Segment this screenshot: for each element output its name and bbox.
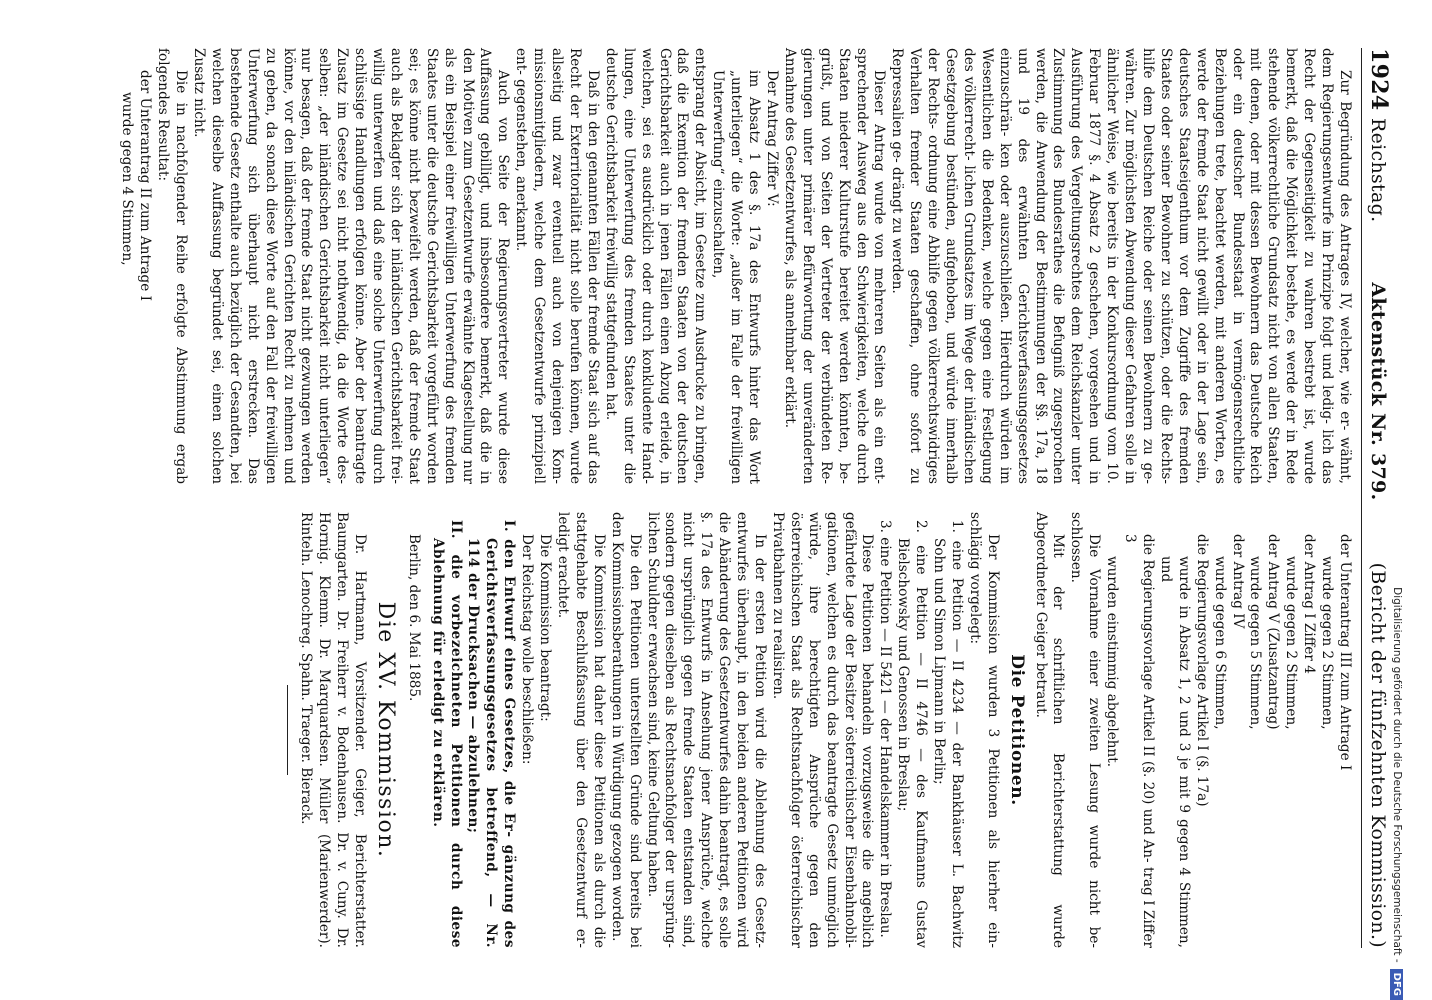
paragraph: In der ersten Petition wird die Ablehnung des Gesetz- entwurfes überhaupt, in den beiden anderen Petitionen wird die Abänderung des Gesetzentwurfes dahin beantragt, es solle §. 17a des Entwurfs in Ansehung jener Ansprüche, welche nicht ursprünglich gegen fremde Staaten entstanden sind, sondern gegen dieselben als Rechtsnachfolger der ursprüng- lichen Schuldner erwachsen sind, keine Geltung haben.	[644, 512, 768, 948]
vote-line: wurde gegen 5 Stimmen,	[1247, 556, 1264, 730]
paragraph: entsprang der Absicht, im Gesetze zum Ausdrucke zu bringen, daß die Exemtion der fremden Staaten von der deutschen Gerichtsbarkeit auch in jenen Fällen einen Abzug erleide, in welchen, sei es ausdrücklich oder durch konkludente Hand- lungen, eine Unterwerfung des fremden Staates unter die deutsche Gerichtsbarkeit freiwillig stattgefunden hat.	[602, 48, 709, 484]
vote-line: wurde gegen 4 Stimmen,	[119, 92, 136, 266]
vote-line: der Antrag IV	[1229, 534, 1246, 629]
motion-item: I. den Entwurf eines Gesetzes, die Er- gänzung des Gerichtsverfassungsgesetzes betreffend, — Nr. 114 der Drucksachen — abzulehnen;	[465, 520, 518, 948]
motion-lead: Der Reichstag wolle beschließen:	[519, 534, 536, 765]
petition-item: 3. eine Petition — II 5421 — der Handelskammer in Breslau.	[877, 520, 894, 938]
digitization-text: Digitalisierung gefördert durch die Deutsche Forschungsgemeinschaft -	[1391, 587, 1403, 963]
vote-line: der Antrag V (Zusatzantrag)	[1265, 534, 1282, 730]
quoted-motion: im Absatz 1 des §. 17a des Entwurfs hinter das Wort „unterliegen“ die Worte: „außer im Falle der freiwilligen Unterwerfung“ einzuschalten,	[710, 70, 763, 484]
vote-line: wurden einstimmig abgelehnt.	[1104, 556, 1121, 768]
right-column	[117, 512, 1353, 948]
vote-line: der Unterantrag II zum Antrage I	[137, 70, 154, 301]
header-bericht: (Bericht der fünfzehnten Kommission.)	[1367, 562, 1389, 948]
text-columns	[117, 48, 1353, 948]
petition-item: 1. eine Petition — II 4234 — der Bankhäuser L. Bachwitz Sohn und Simon Lipmann in Berlin;	[931, 520, 965, 948]
header-aktenstueck: Aktenstück Nr. 379.	[1367, 282, 1389, 501]
paragraph: Dieser Antrag wurde von mehreren Seiten als ein ent- sprechender Ausweg aus den Schwierigkeiten, welche durch Staaten niederer Kulturstufe bereitet werden könnten, be- grüßt, und von Seiten der Vertreter der verbündeten Re- gierungen unter primärer Befürwortung der unveränderten Annahme des Gesetzentwurfes, als annehmbar erklärt.	[781, 48, 888, 484]
paragraph: Auch von Seite der Regierungsvertreter wurde diese Auffassung gebilligt, und insbesondere bemerkt, daß die in den Motiven zum Gesetzentwurfe erwähnte Klagestellung nur als ein Beispiel einer freiwilligen Unterwerfung des fremden Staates unter die deutsche Gerichtsbarkeit vorgeführt worden sei; es könne nicht bezweifelt werden, daß der fremde Staat auch als Beklagter sich der inländischen Gerichtsbarkeit frei- willig unterwerfen und daß eine solche Unterwerfung durch schlüssige Handlungen erfolgen könne. Aber der beantragte Zusatz im Gesetze sei nicht nothwendig, da die Worte des- selben: „der inländischen Gerichtsbarkeit nicht unterliegen“ nur besagen, daß der fremde Staat nicht gezwungen werden könne, vor den inländischen Gerichten Recht zu nehmen und zu geben, da sonach diese Worte auf den Fall der freiwilligen Unterwerfung sich überhaupt nicht erstrecken. Das bestehende Gesetz enthalte auch bezüglich der Gesandten, bei welchen dieselbe Auffassung begründet sei, einen solchen Zusatz nicht.	[191, 48, 512, 484]
paragraph: Mit der schriftlichen Berichterstattung wurde Abgeordneter Geiger betraut.	[1032, 512, 1067, 948]
vote-line: der Unterantrag III zum Antrage I	[1337, 534, 1353, 771]
header-reichstag: Reichstag.	[1367, 118, 1389, 223]
dfg-logo: DFG	[1391, 969, 1404, 1000]
vote-line: der Antrag I Ziffer 4	[1301, 534, 1318, 674]
paragraph: Der Antrag Ziffer V:	[764, 70, 780, 207]
petitions-heading: Die Petitionen.	[1006, 654, 1027, 806]
vote-line: wurde gegen 6 Stimmen,	[1211, 556, 1228, 730]
commission-title: Die XV. Kommission.	[372, 601, 398, 859]
paragraph: Zur Begründung des Antrages IV, welcher, wie er- wähnt, dem Regierungsentwurfe im Prinzipe folgt und ledig- lich das Recht der Gegenseitigkeit zu wahren bestrebt ist, wurde bemerkt, daß die Möglichkeit bestehe, es werde der in Rede stehende völkerrechtliche Grundsatz nicht von allen Staaten, mit denen, oder mit dessen Bewohnern das Deutsche Reich oder ein deutscher Bundesstaat in vermögensrechtliche Beziehungen trete, beachtet werden, mit anderen Worten, es werde der fremde Staat nicht gewillt oder in der Lage sein, deutsches Staatseigenthum vor dem Zugriffe des fremden Staates oder seiner Bewohner zu schützen, oder die Rechts- hilfe dem Deutschen Reiche oder seinen Bewohnern zu ge- währen. Zur möglichsten Abwendung dieser Gefahren solle in ähnlicher Weise, wie bereits in der Konkursordnung vom 10. Februar 1877 §. 4 Absatz 2 geschehen, vorgesehen und in Ausführung des Vergeltungsrechtes dem Reichskanzler unter Zustimmung des Bundesrathes die Befugniß zugesprochen werden, die Anwendung der Bestimmungen der §§. 17a, 18 und 19 des erwähnten Gerichtsverfassungsgesetzes einzuschrän- ken oder auszuschließen. Hierdurch würden im Wesentlichen die Bedenken, welche gegen eine Festlegung des völkerrecht- lichen Grundsatzes im Wege der inländischen Gesetzgebung bestünden, aufgehoben, und würde innerhalb der Rechts- ordnung eine Abhilfe gegen völkerrechtswidriges Verhalten fremder Staaten geschaffen, ohne sofort zu Repressalien ge- drängt zu werden.	[889, 48, 1353, 484]
digitization-note	[1386, 0, 1408, 1000]
left-column	[117, 48, 1353, 484]
paragraph: Die in nachfolgender Reihe erfolgte Abstimmung ergab folgendes Resultat:	[155, 48, 190, 484]
closing-rule	[287, 685, 288, 775]
paragraph: Daß in den genannten Fällen der fremde Staat sich auf das Recht der Exterritorialität nicht solle berufen können, wurde allseitig und zwar eventuell auch von denjenigen Kom- missionsmitgliedern, welche dem Gesetzentwurfe prinzipiell ent- gegenstehen, anerkannt.	[513, 48, 601, 484]
page-number: 1924	[1366, 48, 1392, 111]
vote-line: die Regierungsvorlage Artikel II (§. 20) und An- trag I Ziffer 3	[1122, 534, 1157, 948]
vote-line: wurde gegen 2 Stimmen,	[1319, 556, 1336, 730]
date-line: Berlin, den 6. Mai 1885.	[405, 534, 422, 702]
scanned-page	[20, 0, 1420, 1000]
motion-item: II. die vorbezeichneten Petitionen durch diese Ablehnung für erledigt zu erklären.	[429, 520, 464, 948]
paragraph: Der Kommission wurden 3 Petitionen als hierher ein- schlägig vorgelegt:	[966, 512, 1001, 948]
motion-intro: Die Kommission beantragt:	[537, 534, 554, 722]
vote-line: wurde in Absatz 1, 2 und 3 je mit 9 gegen 4 Stimmen, und	[1157, 556, 1192, 948]
petition-item: 2. eine Petition — II 4746 — des Kaufmanns Gustav Bielschowsky und Genossen in Breslau;	[895, 520, 930, 948]
paragraph: Diese Petitionen behandeln vorzugsweise die angeblich gefährdete Lage der Besitzer österreichischer Eisenbahnobli- gationen, welchen es durch das beantragte Gesetz unmöglich würde, ihre berechtigten Ansprüche gegen den österreichischen Staat als Rechtsnachfolger österreichischer Privatbahnen zu realisiren.	[769, 512, 876, 948]
paragraph: Die Kommission hat daher diese Petitionen als durch die stattgehabte Beschlußfassung über den Gesetzentwurf er- ledigt erachtet.	[555, 512, 607, 948]
paragraph: Die Vornahme einer zweiten Lesung wurde nicht be- schlossen.	[1068, 512, 1103, 948]
vote-line: die Regierungsvorlage Artikel I (§. 17a)	[1193, 534, 1210, 807]
vote-line: wurde gegen 2 Stimmen,	[1283, 556, 1300, 730]
commission-members: Dr. Hartmann, Vorsitzender. Geiger, Berichterstatter. Baumgarten. Dr. Freiherr v. Bodenhausen. Dr. v. Cuny. Dr. Hornig. Klemm. Dr. Marquardsen. Müller (Marienwerder). Rinteln. Lenochreg. Spahn. Traeger. Bierack.	[298, 512, 368, 948]
paragraph: Die den Petitionen unterstellten Gründe sind bereits bei den Kommissionsberathungen in Würdigung gezogen worden.	[608, 512, 643, 948]
